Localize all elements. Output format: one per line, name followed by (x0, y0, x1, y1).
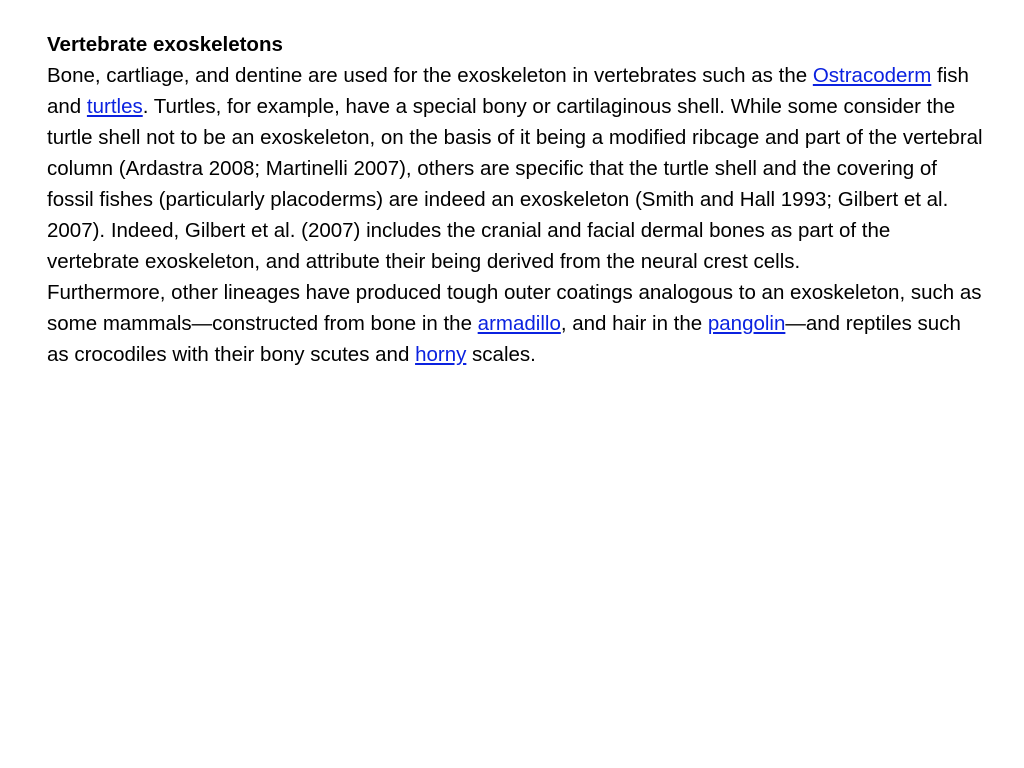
paragraph-text: scales. (466, 343, 536, 366)
paragraph-text: , and hair in the (560, 312, 708, 335)
paragraph-text: Bone, cartliage, and dentine are used for the exoskeleton in vertebrates such as the (47, 64, 813, 87)
link-ostracoderm[interactable]: Ostracoderm (812, 64, 932, 87)
paragraph-text: . Turtles, for example, have a special bony or cartilaginous shell. While some consider the turtle shell not to be an exoskeleton, on the basis of it being a modified ribcage and part of the vertebral column (Ardastra 2008; Martinelli 2007), others are specific that the turtle shell and the covering of fossil fishes (particularly placoderms) are indeed an exoskeleton (Smith and Hall 1993; Gilbert et al. 2007). Indeed, Gilbert et al. (2007) includes the cranial and facial dermal bones as part of the vertebrate exoskeleton, and attribute their being derived from the neural crest cells. (47, 95, 983, 273)
article-body (47, 29, 984, 370)
link-pangolin[interactable]: pangolin (707, 312, 786, 335)
paragraph-other-lineages (47, 277, 984, 370)
link-horny[interactable]: horny (415, 343, 467, 366)
paragraph-vertebrate-exoskeleton (47, 60, 984, 277)
paragraph-text: —and reptiles such as crocodiles with their bony scutes and (47, 312, 961, 366)
paragraph-text: fish and (47, 64, 969, 118)
paragraph-text: Furthermore, other lineages have produced tough outer coatings analogous to an exoskeleton, such as some mammals—constructed from bone in the (47, 281, 982, 335)
section-heading: Vertebrate exoskeletons (47, 33, 283, 56)
link-turtles[interactable]: turtles (86, 95, 143, 118)
link-armadillo[interactable]: armadillo (477, 312, 561, 335)
